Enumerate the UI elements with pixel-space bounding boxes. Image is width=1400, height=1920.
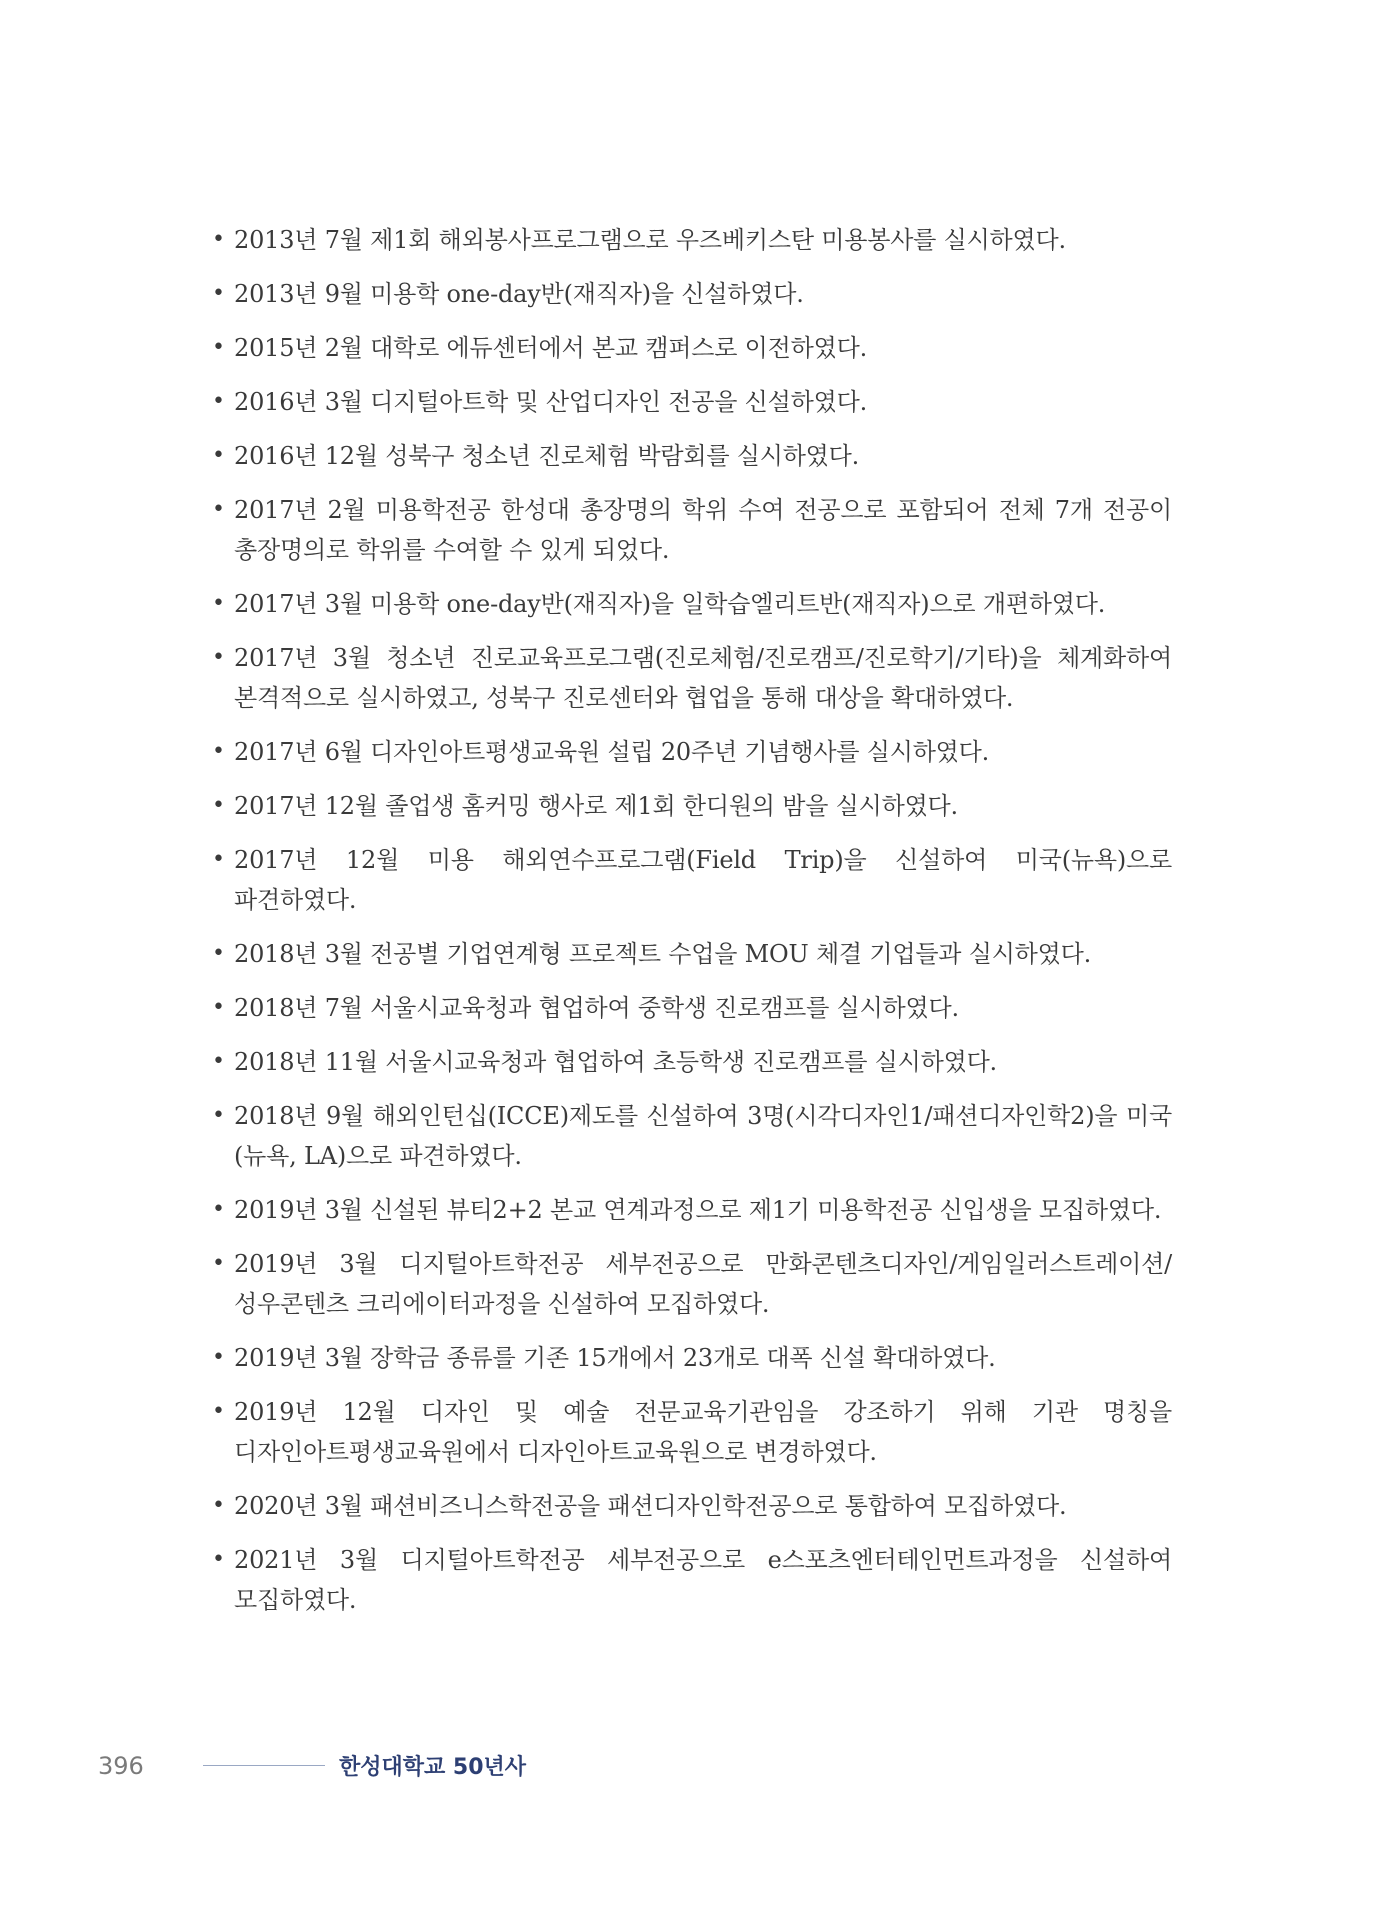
list-item <box>212 1096 1172 1176</box>
list-item-text: 2020년 3월 패션비즈니스학전공을 패션디자인학전공으로 통합하여 모집하였다. <box>234 1492 1067 1520</box>
bullet: • <box>212 497 225 522</box>
list-item-text: 2016년 3월 디지털아트학 및 산업디자인 전공을 신설하였다. <box>234 388 867 416</box>
list-item <box>212 1540 1172 1620</box>
list-item-text: 2017년 6월 디자인아트평생교육원 설립 20주년 기념행사를 실시하였다. <box>234 738 990 766</box>
bullet: • <box>212 995 225 1020</box>
list-item-text: 2017년 2월 미용학전공 한성대 총장명의 학위 수여 전공으로 포함되어 전체 7개 전공이 총장명의로 학위를 수여할 수 있게 되었다. <box>234 496 1172 564</box>
list-item-text: 2017년 12월 미용 해외연수프로그램(Field Trip)을 신설하여 미국(뉴욕)으로 파견하였다. <box>234 846 1172 914</box>
list-item <box>212 732 1172 772</box>
book-title: 한성대학교 50년사 <box>339 1755 527 1780</box>
bullet: • <box>212 227 225 252</box>
list-item-text: 2021년 3월 디지털아트학전공 세부전공으로 e스포츠엔터테인먼트과정을 신설하여 모집하였다. <box>234 1546 1172 1614</box>
list-item-text: 2013년 7월 제1회 해외봉사프로그램으로 우즈베키스탄 미용봉사를 실시하였다. <box>234 226 1066 254</box>
bullet: • <box>212 1547 225 1572</box>
list-item-text: 2018년 3월 전공별 기업연계형 프로젝트 수업을 MOU 체결 기업들과 실시하였다. <box>234 940 1092 968</box>
bullet: • <box>212 1197 225 1222</box>
bullet: • <box>212 1399 225 1424</box>
list-item-text: 2018년 7월 서울시교육청과 협업하여 중학생 진로캠프를 실시하였다. <box>234 994 959 1022</box>
list-item-text: 2019년 3월 장학금 종류를 기존 15개에서 23개로 대폭 신설 확대하였다. <box>234 1344 996 1372</box>
bullet: • <box>212 443 225 468</box>
list-item-text: 2019년 3월 디지털아트학전공 세부전공으로 만화콘텐츠디자인/게임일러스트레이션/성우콘텐츠 크리에이터과정을 신설하여 모집하였다. <box>234 1250 1172 1318</box>
bullet: • <box>212 1103 225 1128</box>
bullet: • <box>212 1049 225 1074</box>
list-item <box>212 220 1172 260</box>
list-item <box>212 786 1172 826</box>
list-item-text: 2018년 9월 해외인턴십(ICCE)제도를 신설하여 3명(시각디자인1/패션디자인학2)을 미국(뉴욕, LA)으로 파견하였다. <box>234 1102 1172 1170</box>
bullet: • <box>212 389 225 414</box>
list-item <box>212 1486 1172 1526</box>
list-item <box>212 584 1172 624</box>
list-item <box>212 490 1172 570</box>
list-item-text: 2016년 12월 성북구 청소년 진로체험 박람회를 실시하였다. <box>234 442 860 470</box>
list-item <box>212 274 1172 314</box>
bullet: • <box>212 1345 225 1370</box>
bullet: • <box>212 645 225 670</box>
bullet: • <box>212 1251 225 1276</box>
list-item-text: 2017년 12월 졸업생 홈커밍 행사로 제1회 한디원의 밤을 실시하였다. <box>234 792 958 820</box>
list-item <box>212 1338 1172 1378</box>
list-item <box>212 1042 1172 1082</box>
list-item <box>212 436 1172 476</box>
list-item-text: 2017년 3월 미용학 one-day반(재직자)을 일학습엘리트반(재직자)으로 개편하였다. <box>234 590 1106 618</box>
bullet: • <box>212 739 225 764</box>
bullet: • <box>212 591 225 616</box>
list-item <box>212 988 1172 1028</box>
bullet: • <box>212 847 225 872</box>
history-list <box>212 220 1172 1634</box>
list-item <box>212 1244 1172 1324</box>
list-item-text: 2019년 3월 신설된 뷰티2+2 본교 연계과정으로 제1기 미용학전공 신입생을 모집하였다. <box>234 1196 1162 1224</box>
list-item-text: 2019년 12월 디자인 및 예술 전문교육기관임을 강조하기 위해 기관 명칭을 디자인아트평생교육원에서 디자인아트교육원으로 변경하였다. <box>234 1398 1172 1466</box>
bullet: • <box>212 281 225 306</box>
page-number: 396 <box>98 1751 144 1780</box>
list-item <box>212 382 1172 422</box>
list-item <box>212 840 1172 920</box>
list-item-text: 2013년 9월 미용학 one-day반(재직자)을 신설하였다. <box>234 280 804 308</box>
footer-divider <box>203 1765 325 1766</box>
bullet: • <box>212 335 225 360</box>
list-item-text: 2015년 2월 대학로 에듀센터에서 본교 캠퍼스로 이전하였다. <box>234 334 867 362</box>
bullet: • <box>212 793 225 818</box>
list-item <box>212 638 1172 718</box>
list-item-text: 2017년 3월 청소년 진로교육프로그램(진로체험/진로캠프/진로학기/기타)을 체계화하여 본격적으로 실시하였고, 성북구 진로센터와 협업을 통해 대상을 확대하였다. <box>234 644 1172 712</box>
list-item <box>212 328 1172 368</box>
bullet: • <box>212 1493 225 1518</box>
page-footer <box>98 1750 526 1781</box>
list-item-text: 2018년 11월 서울시교육청과 협업하여 초등학생 진로캠프를 실시하였다. <box>234 1048 997 1076</box>
list-item <box>212 1392 1172 1472</box>
bullet: • <box>212 941 225 966</box>
list-item <box>212 1190 1172 1230</box>
list-item <box>212 934 1172 974</box>
